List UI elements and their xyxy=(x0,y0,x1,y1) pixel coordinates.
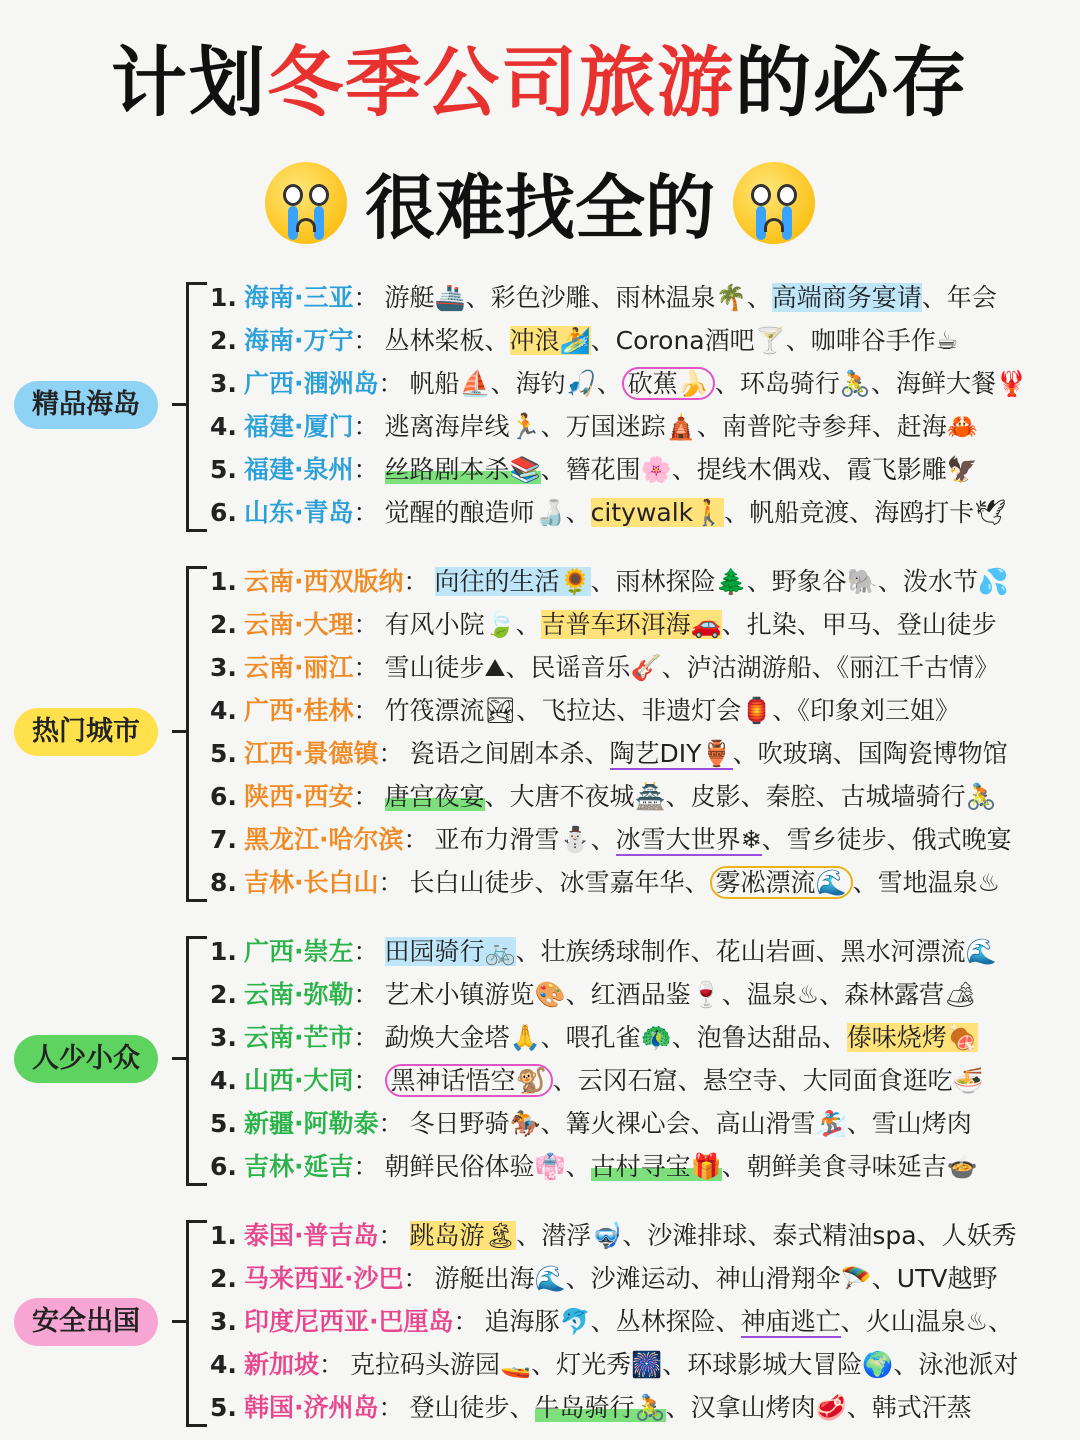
destination-name: 马来西亚·沙巴 xyxy=(244,1264,404,1293)
bracket-tick xyxy=(172,403,186,406)
destination-name: 云南·西双版纳 xyxy=(244,567,404,596)
subtitle-row xyxy=(0,152,1080,253)
bracket-tick xyxy=(172,1320,186,1323)
activity-list: 向往的生活🌻、雨林探险🌲、野象谷🐘、泼水节💦 xyxy=(434,567,1010,596)
list-item: 4. 山西·大同： 黑神话悟空🐒 、云冈石窟、悬空寺、大同面食逛吃🍜 xyxy=(210,1059,984,1102)
list-item: 3. 云南·芒市： 勐焕大金塔🙏、喂孔雀🦚、泡鲁达甜品、傣味烧烤🍖 xyxy=(210,1016,978,1059)
destination-name: 山西·大同 xyxy=(244,1066,354,1095)
item-number: 1. xyxy=(210,1221,237,1250)
activity-list: 竹筏漂流🏞、飞拉达、非遗灯会🏮、《印象刘三姐》 xyxy=(384,696,960,725)
list-item: 1. 云南·西双版纳： 向往的生活🌻、雨林探险🌲、野象谷🐘、泼水节💦 xyxy=(210,560,1009,603)
item-number: 4. xyxy=(210,412,237,441)
activity-list: 帆船⛵、海钓🎣、 砍蕉🍌 、环岛骑行🚴、海鲜大餐🦞 xyxy=(409,369,1028,398)
title-part3: 的必存 xyxy=(735,38,969,127)
activity-list: 雪山徒步⛰、民谣音乐🎸、泸沽湖游船、《丽江千古情》 xyxy=(384,653,1000,682)
activity-list: 勐焕大金塔🙏、喂孔雀🦚、泡鲁达甜品、傣味烧烤🍖 xyxy=(384,1023,978,1052)
subtitle-text: 很难找全的 xyxy=(365,167,715,249)
list-item: 2. 云南·大理： 有风小院🍃、吉普车环洱海🚗、扎染、甲马、登山徒步 xyxy=(210,603,997,646)
destination-name: 云南·大理 xyxy=(244,610,354,639)
list-item: 4. 广西·桂林： 竹筏漂流🏞、飞拉达、非遗灯会🏮、《印象刘三姐》 xyxy=(210,689,960,732)
activity-list: 唐宫夜宴、大唐不夜城🏯、皮影、秦腔、古城墙骑行🚴 xyxy=(384,782,997,811)
list-item: 5. 韩国·济州岛： 登山徒步、牛岛骑行🚴、汉拿山烤肉🥩、韩式汗蒸 xyxy=(210,1386,972,1429)
destination-name: 山东·青岛 xyxy=(244,498,354,527)
item-number: 1. xyxy=(210,937,237,966)
destination-name: 陕西·西安 xyxy=(244,782,354,811)
list-item: 3. 印度尼西亚·巴厘岛： 追海豚🐬、丛林探险、神庙逃亡、火山温泉♨、 xyxy=(210,1300,1013,1343)
item-number: 4. xyxy=(210,696,237,725)
destination-name: 新疆·阿勒泰 xyxy=(244,1109,379,1138)
item-number: 2. xyxy=(210,610,237,639)
destination-name: 吉林·延吉 xyxy=(244,1152,354,1181)
list-item: 2. 云南·弥勒： 艺术小镇游览🎨、红酒品鉴🍷、温泉♨、森林露营🏕 xyxy=(210,973,976,1016)
activity-list: 田园骑行🚲、壮族绣球制作、花山岩画、黑水河漂流🌊 xyxy=(384,937,997,966)
section-bracket xyxy=(186,936,207,1186)
item-number: 3. xyxy=(210,369,237,398)
activity-list: 黑神话悟空🐒 、云冈石窟、悬空寺、大同面食逛吃🍜 xyxy=(385,1064,984,1097)
activity-list: 跳岛游🏝、潜浮🤿、沙滩排球、泰式精油spa、人妖秀 xyxy=(409,1221,1017,1250)
list-item: 7. 黑龙江·哈尔滨： 亚布力滑雪⛄、冰雪大世界❄、雪乡徒步、俄式晚宴 xyxy=(210,818,1012,861)
section-badge: 人少小众 xyxy=(14,1035,158,1083)
destination-name: 广西·崇左 xyxy=(244,937,354,966)
item-number: 1. xyxy=(210,283,237,312)
item-number: 5. xyxy=(210,1393,237,1422)
item-number: 5. xyxy=(210,455,237,484)
list-item: 5. 福建·泉州： 丝路剧本杀📚、簪花围🌸、提线木偶戏、霞飞影雕🦅 xyxy=(210,448,978,491)
destination-name: 海南·万宁 xyxy=(244,326,354,355)
destination-name: 广西·桂林 xyxy=(244,696,354,725)
crying-face-icon xyxy=(265,162,347,244)
list-item: 5. 江西·景德镇： 瓷语之间剧本杀、陶艺DIY🏺、吹玻璃、国陶瓷博物馆 xyxy=(210,732,1008,775)
item-number: 7. xyxy=(210,825,237,854)
item-number: 2. xyxy=(210,326,237,355)
destination-name: 云南·芒市 xyxy=(244,1023,354,1052)
activity-list: 朝鲜民俗体验👘、古村寻宝🎁、朝鲜美食寻味延吉🍲 xyxy=(384,1152,978,1181)
activity-list: 克拉码头游园🚤、灯光秀🎆、环球影城大冒险🌍、泳池派对 xyxy=(350,1350,1019,1379)
destination-name: 福建·泉州 xyxy=(244,455,354,484)
activity-list: 登山徒步、牛岛骑行🚴、汉拿山烤肉🥩、韩式汗蒸 xyxy=(409,1393,972,1422)
item-number: 1. xyxy=(210,567,237,596)
item-number: 5. xyxy=(210,739,237,768)
section-bracket xyxy=(186,282,207,532)
activity-list: 丛林桨板、冲浪🏄、Corona酒吧🍸、咖啡谷手作☕ xyxy=(384,326,959,355)
destination-name: 江西·景德镇 xyxy=(244,739,379,768)
destination-name: 福建·厦门 xyxy=(244,412,354,441)
destination-name: 黑龙江·哈尔滨 xyxy=(244,825,404,854)
destination-name: 云南·丽江 xyxy=(244,653,354,682)
activity-list: 觉醒的酿造师🍶、citywalk🚶、帆船竞渡、海鸥打卡🕊 xyxy=(384,498,1007,527)
item-number: 3. xyxy=(210,653,237,682)
list-item: 4. 新加坡： 克拉码头游园🚤、灯光秀🎆、环球影城大冒险🌍、泳池派对 xyxy=(210,1343,1018,1386)
title-part2-highlight: 冬季公司旅游 xyxy=(267,38,735,127)
item-number: 2. xyxy=(210,1264,237,1293)
activity-list: 艺术小镇游览🎨、红酒品鉴🍷、温泉♨、森林露营🏕 xyxy=(384,980,976,1009)
list-item: 6. 吉林·延吉： 朝鲜民俗体验👘、古村寻宝🎁、朝鲜美食寻味延吉🍲 xyxy=(210,1145,978,1188)
destination-name: 韩国·济州岛 xyxy=(244,1393,379,1422)
list-item: 4. 福建·厦门： 逃离海岸线🏃、万国迷踪🛕、南普陀寺参拜、赶海🦀 xyxy=(210,405,978,448)
list-item: 3. 广西·涠洲岛： 帆船⛵、海钓🎣、 砍蕉🍌 、环岛骑行🚴、海鲜大餐🦞 xyxy=(210,362,1027,405)
activity-list: 游艇出海🌊、沙滩运动、神山滑翔伞🪂、UTV越野 xyxy=(434,1264,998,1293)
section-bracket xyxy=(186,1220,207,1427)
destination-name: 新加坡 xyxy=(244,1350,320,1379)
title-part1: 计划 xyxy=(111,38,267,127)
item-number: 3. xyxy=(210,1023,237,1052)
activity-list: 亚布力滑雪⛄、冰雪大世界❄、雪乡徒步、俄式晚宴 xyxy=(434,825,1012,854)
activity-list: 逃离海岸线🏃、万国迷踪🛕、南普陀寺参拜、赶海🦀 xyxy=(384,412,978,441)
destination-name: 泰国·普吉岛 xyxy=(244,1221,379,1250)
destination-name: 广西·涠洲岛 xyxy=(244,369,379,398)
list-item: 6. 陕西·西安： 唐宫夜宴、大唐不夜城🏯、皮影、秦腔、古城墙骑行🚴 xyxy=(210,775,997,818)
crying-face-icon xyxy=(733,162,815,244)
list-item: 6. 山东·青岛： 觉醒的酿造师🍶、citywalk🚶、帆船竞渡、海鸥打卡🕊 xyxy=(210,491,1006,534)
section-badge: 热门城市 xyxy=(14,708,158,756)
item-number: 6. xyxy=(210,1152,237,1181)
item-number: 6. xyxy=(210,782,237,811)
item-number: 8. xyxy=(210,868,237,897)
section-badge: 精品海岛 xyxy=(14,381,158,429)
section-bracket xyxy=(186,566,207,902)
activity-list: 追海豚🐬、丛林探险、神庙逃亡、火山温泉♨、 xyxy=(484,1307,1014,1336)
activity-list: 瓷语之间剧本杀、陶艺DIY🏺、吹玻璃、国陶瓷博物馆 xyxy=(409,739,1008,768)
item-number: 4. xyxy=(210,1350,237,1379)
activity-list: 冬日野骑🏇、篝火裸心会、高山滑雪🏂、雪山烤肉 xyxy=(409,1109,972,1138)
list-item: 2. 海南·万宁： 丛林桨板、冲浪🏄、Corona酒吧🍸、咖啡谷手作☕ xyxy=(210,319,958,362)
destination-name: 印度尼西亚·巴厘岛 xyxy=(244,1307,454,1336)
bracket-tick xyxy=(172,730,186,733)
item-number: 6. xyxy=(210,498,237,527)
activity-list: 长白山徒步、冰雪嘉年华、 雾凇漂流🌊 、雪地温泉♨ xyxy=(409,868,1001,897)
item-number: 2. xyxy=(210,980,237,1009)
list-item: 8. 吉林·长白山： 长白山徒步、冰雪嘉年华、 雾凇漂流🌊 、雪地温泉♨ xyxy=(210,861,1000,904)
list-item: 3. 云南·丽江： 雪山徒步⛰、民谣音乐🎸、泸沽湖游船、《丽江千古情》 xyxy=(210,646,999,689)
section-badge: 安全出国 xyxy=(14,1298,158,1346)
activity-list: 游艇🚢、彩色沙雕、雨林温泉🌴、高端商务宴请、年会 xyxy=(384,283,997,312)
item-number: 4. xyxy=(210,1066,237,1095)
list-item: 2. 马来西亚·沙巴： 游艇出海🌊、沙滩运动、神山滑翔伞🪂、UTV越野 xyxy=(210,1257,997,1300)
activity-list: 丝路剧本杀📚、簪花围🌸、提线木偶戏、霞飞影雕🦅 xyxy=(384,455,978,484)
list-item: 1. 广西·崇左： 田园骑行🚲、壮族绣球制作、花山岩画、黑水河漂流🌊 xyxy=(210,930,997,973)
list-item: 1. 泰国·普吉岛： 跳岛游🏝、潜浮🤿、沙滩排球、泰式精油spa、人妖秀 xyxy=(210,1214,1017,1257)
destination-name: 云南·弥勒 xyxy=(244,980,354,1009)
destination-name: 海南·三亚 xyxy=(244,283,354,312)
item-number: 5. xyxy=(210,1109,237,1138)
destination-name: 吉林·长白山 xyxy=(244,868,379,897)
list-item: 5. 新疆·阿勒泰： 冬日野骑🏇、篝火裸心会、高山滑雪🏂、雪山烤肉 xyxy=(210,1102,972,1145)
activity-list: 有风小院🍃、吉普车环洱海🚗、扎染、甲马、登山徒步 xyxy=(384,610,997,639)
bracket-tick xyxy=(172,1057,186,1060)
page-title xyxy=(0,22,1080,131)
list-item: 1. 海南·三亚： 游艇🚢、彩色沙雕、雨林温泉🌴、高端商务宴请、年会 xyxy=(210,276,997,319)
item-number: 3. xyxy=(210,1307,237,1336)
